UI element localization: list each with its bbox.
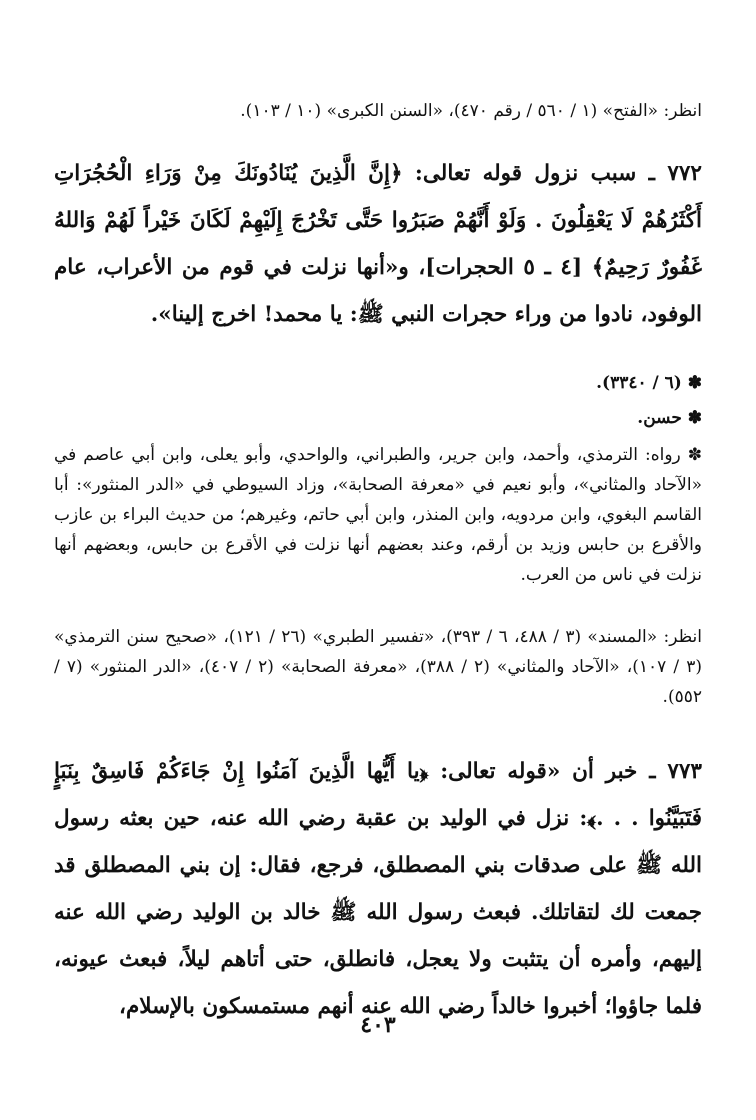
hadith-772	[54, 150, 702, 338]
page-number: ٤٠٣	[360, 1012, 396, 1038]
quran-verse: ﴿إِنَّ الَّذِينَ يُنَادُونَكَ مِنْ وَرَاءِ الْحُجُرَاتِ أَكْثَرُهُمْ لَا يَعْقِلُونَ . وَلَوْ أَنَّهُمْ صَبَرُوا حَتَّى تَخْرُجَ إِلَيْهِمْ لَكَانَ خَيْراً لَهُمْ وَاللهُ غَفُورٌ رَحِيمٌ﴾	[54, 161, 702, 280]
references-paragraph: انظر: «المسند» (٣ / ٤٨٨، ٦ / ٣٩٣)، «تفسير الطبري» (٢٦ / ١٢١)، «صحيح سنن الترمذي» (٣ / ١٠٧)، «الآحاد والمثاني» (٢ / ٣٨٨)، «معرفة الصحابة» (٢ / ٤٠٧)، «الدر المنثور» (٧ / ٥٥٢).	[54, 627, 703, 707]
hadith-text: : نزل في الوليد بن عقبة رضي الله عنه، حين بعثه رسول الله ﷺ على صدقات بني المصطلق، فرجع، فقال: إن بني المصطلق قد جمعت لك لتقاتلك. فبعث رسول الله ﷺ خالد بن الوليد رضي الله عنه إليهم، وأمره أن يتثبت ولا يعجل، فانطلق، حتى أتاهم ليلاً، فبعث عيونه، فلما جاؤوا؛ أخبروا خالداً رضي الله عنه أنهم مستمسكون بالإسلام،	[54, 806, 702, 1019]
hadith-source-ref: ✽ (٦ / ٣٣٤٠).	[596, 373, 702, 393]
hadith-number: ٧٧٣ ـ	[649, 759, 702, 784]
hadith-number: ٧٧٢ ـ	[648, 161, 702, 186]
hadith-text: [٤ ـ ٥ الحجرات]، و«أنها نزلت في قوم من الأعراب، عام الوفود، نادوا من وراء حجرات النبي ﷺ: يا محمد! اخرج إلينا».	[54, 255, 702, 327]
hadith-intro: خبر أن «قوله تعالى:	[428, 759, 638, 784]
takhrij-paragraph: ✽ رواه: الترمذي، وأحمد، وابن جرير، والطبراني، والواحدي، وأبو يعلى، وابن أبي عاصم في «الآحاد والمثاني»، وأبو نعيم في «معرفة الصحابة»، وزاد السيوطي في «الدر المنثور»: أبا القاسم البغوي، وابن مردويه، وابن المنذر، وابن أبي حاتم، وغيرهم؛ من حديث البراء بن عازب والأقرع بن حابس وزيد بن أرقم، وعند بعضهم أنها نزلت في الأقرع بن حابس، وبعضهم أنها نزلت في ناس من العرب.	[54, 445, 702, 585]
hadith-intro: سبب نزول قوله تعالى:	[402, 161, 637, 186]
hadith-grade: ✽ حسن.	[637, 408, 702, 428]
hadith-773	[54, 748, 702, 1030]
quran-verse: ﴿يا أَيُّها الَّذِينَ آمَنُوا إِنْ جَاءَكُمْ فَاسِقٌ بِنَبَإٍ فَتَبَيَّنُوا . . .﴾	[54, 759, 702, 831]
top-reference: انظر: «الفتح» (١ / ٥٦٠ / رقم ٤٧٠)، «السنن الكبرى» (١٠ / ١٠٣).	[240, 101, 702, 121]
